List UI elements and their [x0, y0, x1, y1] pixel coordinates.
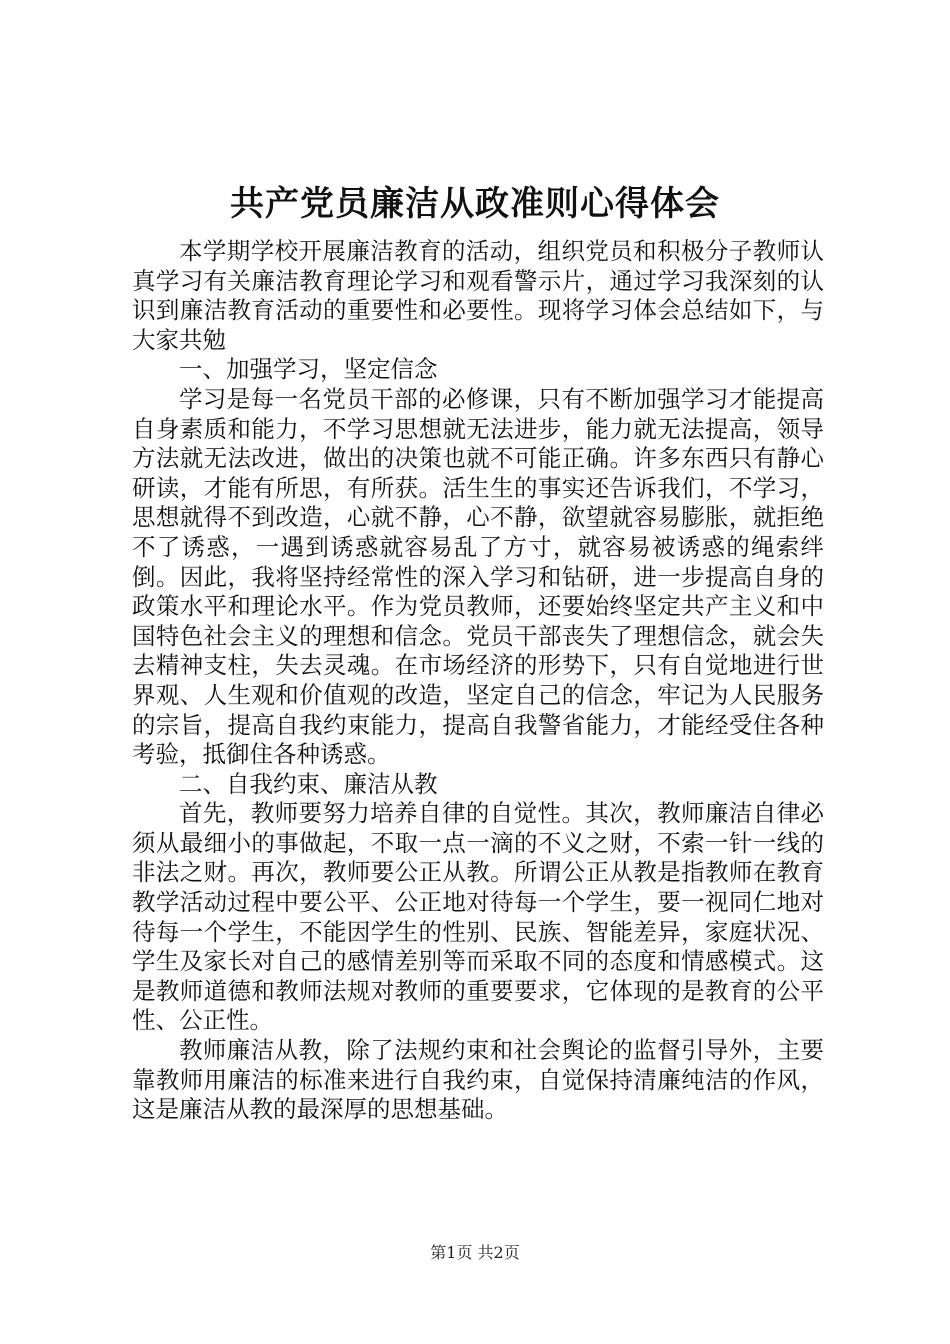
paragraph-conclusion: 教师廉洁从教，除了法规约束和社会舆论的监督引导外，主要靠教师用廉洁的标准来进行自我约束，自觉保持清廉纯洁的作风，这是廉洁从教的最深厚的思想基础。 — [132, 1036, 824, 1124]
paragraph-section-2: 首先，教师要努力培养自律的自觉性。其次，教师廉洁自律必须从最细小的事做起，不取一点一滴的不义之财，不索一针一线的非法之财。再次，教师要公正从教。所谓公正从教是指教师在教育教学活动过程中要公平、公正地对待每一个学生，要一视同仁地对待每一个学生，不能因学生的性别、民族、智能差异，家庭状况、学生及家长对自己的感情差别等而采取不同的态度和情感模式。这是教师道德和教师法规对教师的重要要求，它体现的是教育的公平性、公正性。 — [132, 799, 824, 1035]
paragraph-intro: 本学期学校开展廉洁教育的活动，组织党员和积极分子教师认真学习有关廉洁教育理论学习和观看警示片，通过学习我深刻的认识到廉洁教育活动的重要性和必要性。现将学习体会总结如下，与大家共勉 — [132, 237, 824, 354]
document-title: 共产党员廉洁从政准则心得体会 — [230, 184, 720, 224]
section-heading-1: 一、加强学习，坚定信念 — [179, 355, 438, 384]
document-body — [132, 237, 824, 1125]
page-number: 第1页 共2页 — [430, 1243, 520, 1262]
section-heading-2: 二、自我约束、廉洁从教 — [179, 769, 438, 798]
paragraph-section-1: 学习是每一名党员干部的必修课，只有不断加强学习才能提高自身素质和能力，不学习思想就无法进步，能力就无法提高，领导方法就无法改进，做出的决策也就不可能正确。许多东西只有静心研读，才能有所思，有所获。活生生的事实还告诉我们，不学习，思想就得不到改造，心就不静，心不静，欲望就容易膨胀，就拒绝不了诱惑，一遇到诱惑就容易乱了方寸，就容易被诱惑的绳索绊倒。因此，我将坚持经常性的深入学习和钻研，进一步提高自身的政策水平和理论水平。作为党员教师，还要始终坚定共产主义和中国特色社会主义的理想和信念。党员干部丧失了理想信念，就会失去精神支柱，失去灵魂。在市场经济的形势下，只有自觉地进行世界观、人生观和价值观的改造，坚定自己的信念，牢记为人民服务的宗旨，提高自我约束能力，提高自我警省能力，才能经受住各种考验，抵御住各种诱惑。 — [132, 384, 824, 769]
